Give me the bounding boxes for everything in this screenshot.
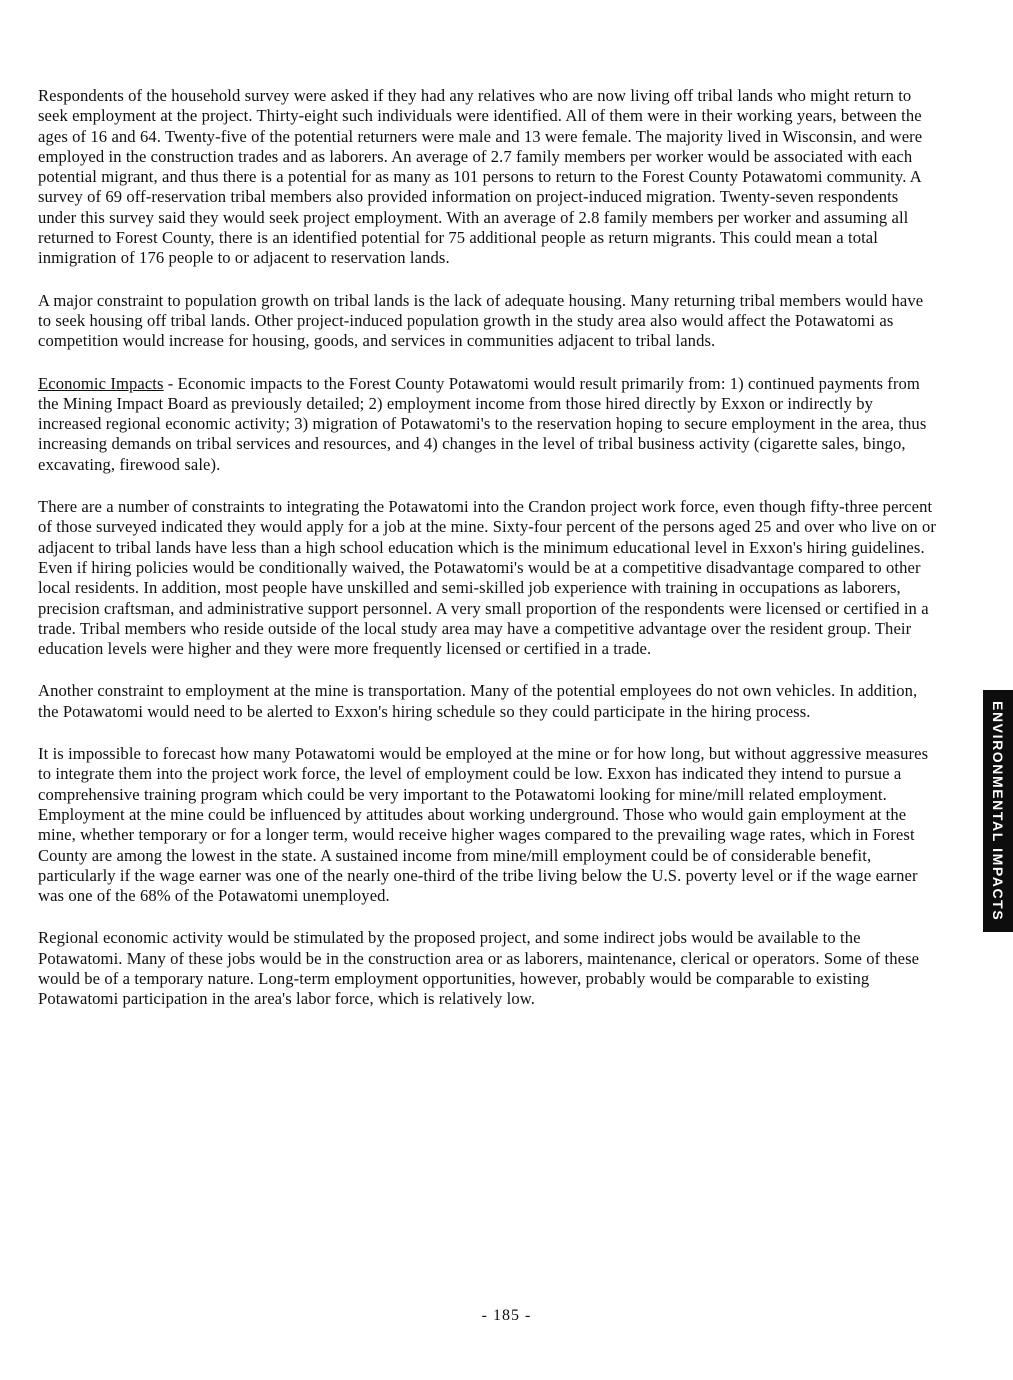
economic-impacts-text: - Economic impacts to the Forest County Potawatomi would result primarily from: 1) continued payments from the Mining Impact Board as previously detailed; 2) employment income from those hired directly by Exxon or indirectly by increased regional economic activity; 3) migration of Potawatomi's to the reservation hoping to secure employment in the area, thus increasing demands on tribal services and resources, and 4) changes in the level of tribal business activity (cigarette sales, bingo, excavating, firewood sale). (38, 373, 927, 474)
paragraph-return-migrants: Respondents of the household survey were asked if they had any relatives who are now living off tribal lands who might return to seek employment at the project. Thirty-eight such individuals were identified. All of them were in their working years, between the ages of 16 and 64. Twenty-five of the potential returners were male and 13 were female. The majority lived in Wisconsin, and were employed in the construction trades and as laborers. An average of 2.7 family members per worker would be associated with each potential migrant, and thus there is a potential for as many as 101 persons to return to the Forest County Potawatomi community. A survey of 69 off-reservation tribal members also provided information on project-induced migration. Twenty-seven respondents under this survey said they would seek project employment. With an average of 2.8 family members per worker and assuming all returned to Forest County, there is an identified potential for 75 additional people as return migrants. This could mean a total inmigration of 176 people to or adjacent to reservation lands. (38, 86, 923, 268)
paragraph-employment-forecast: It is impossible to forecast how many Potawatomi would be employed at the mine or for how long, but without aggressive measures to integrate them into the project work force, the level of employment could be low. Exxon has indicated they intend to pursue a comprehensive training program which could be very important to the Potawatomi looking for mine/mill related employment. Employment at the mine could be influenced by attitudes about working underground. Those who would gain employment at the mine, whether temporary or for a longer term, would receive higher wages compared to the prevailing wage rates, which in Forest County are among the lowest in the state. A sustained income from mine/mill employment could be of considerable benefit, particularly if the wage earner was one of the nearly one-third of the tribe living below the U.S. poverty level or if the wage earner was one of the 68% of the Potawatomi unemployed. (38, 744, 929, 906)
page-number: - 185 - (481, 1307, 532, 1324)
section-side-tab (983, 690, 1013, 932)
paragraph-regional-activity: Regional economic activity would be stimulated by the proposed project, and some indirect jobs would be available to the Potawatomi. Many of these jobs would be in the construction area or as laborers, maintenance, clerical or operators. Some of these would be of a temporary nature. Long-term employment opportunities, however, probably would be comparable to existing Potawatomi participation in the area's labor force, which is relatively low. (38, 928, 920, 1009)
paragraph-housing-constraint: A major constraint to population growth on tribal lands is the lack of adequate housing. Many returning tribal members would have to seek housing off tribal lands. Other project-induced population growth in the study area also would affect the Potawatomi as competition would increase for housing, goods, and services in communities adjacent to tribal lands. (38, 290, 924, 351)
paragraph-economic-impacts (38, 374, 938, 475)
side-tab-label: ENVIRONMENTAL IMPACTS (990, 700, 1006, 922)
paragraph-transportation: Another constraint to employment at the mine is transportation. Many of the potential employees do not own vehicles. In addition, the Potawatomi would need to be alerted to Exxon's hiring schedule so they could participate in the hiring process. (38, 681, 918, 721)
page-body (38, 86, 938, 1032)
paragraph-employment-constraints: There are a number of constraints to integrating the Potawatomi into the Crandon project work force, even though fifty-three percent of those surveyed indicated they would apply for a job at the mine. Sixty-four percent of the persons aged 25 and over who live on or adjacent to tribal lands have less than a high school education which is the minimum educational level in Exxon's hiring guidelines. Even if hiring policies would be conditionally waived, the Potawatomi's would be at a competitive disadvantage compared to other local residents. In addition, most people have unskilled and semi-skilled job experience with training in occupations as laborers, precision craftsman, and administrative support personnel. A very small proportion of the respondents were licensed or certified in a trade. Tribal members who reside outside of the local study area may have a competitive advantage over the resident group. Their education levels were higher and they were more frequently licensed or certified in a trade. (38, 497, 937, 659)
economic-impacts-heading: Economic Impacts (38, 373, 164, 393)
